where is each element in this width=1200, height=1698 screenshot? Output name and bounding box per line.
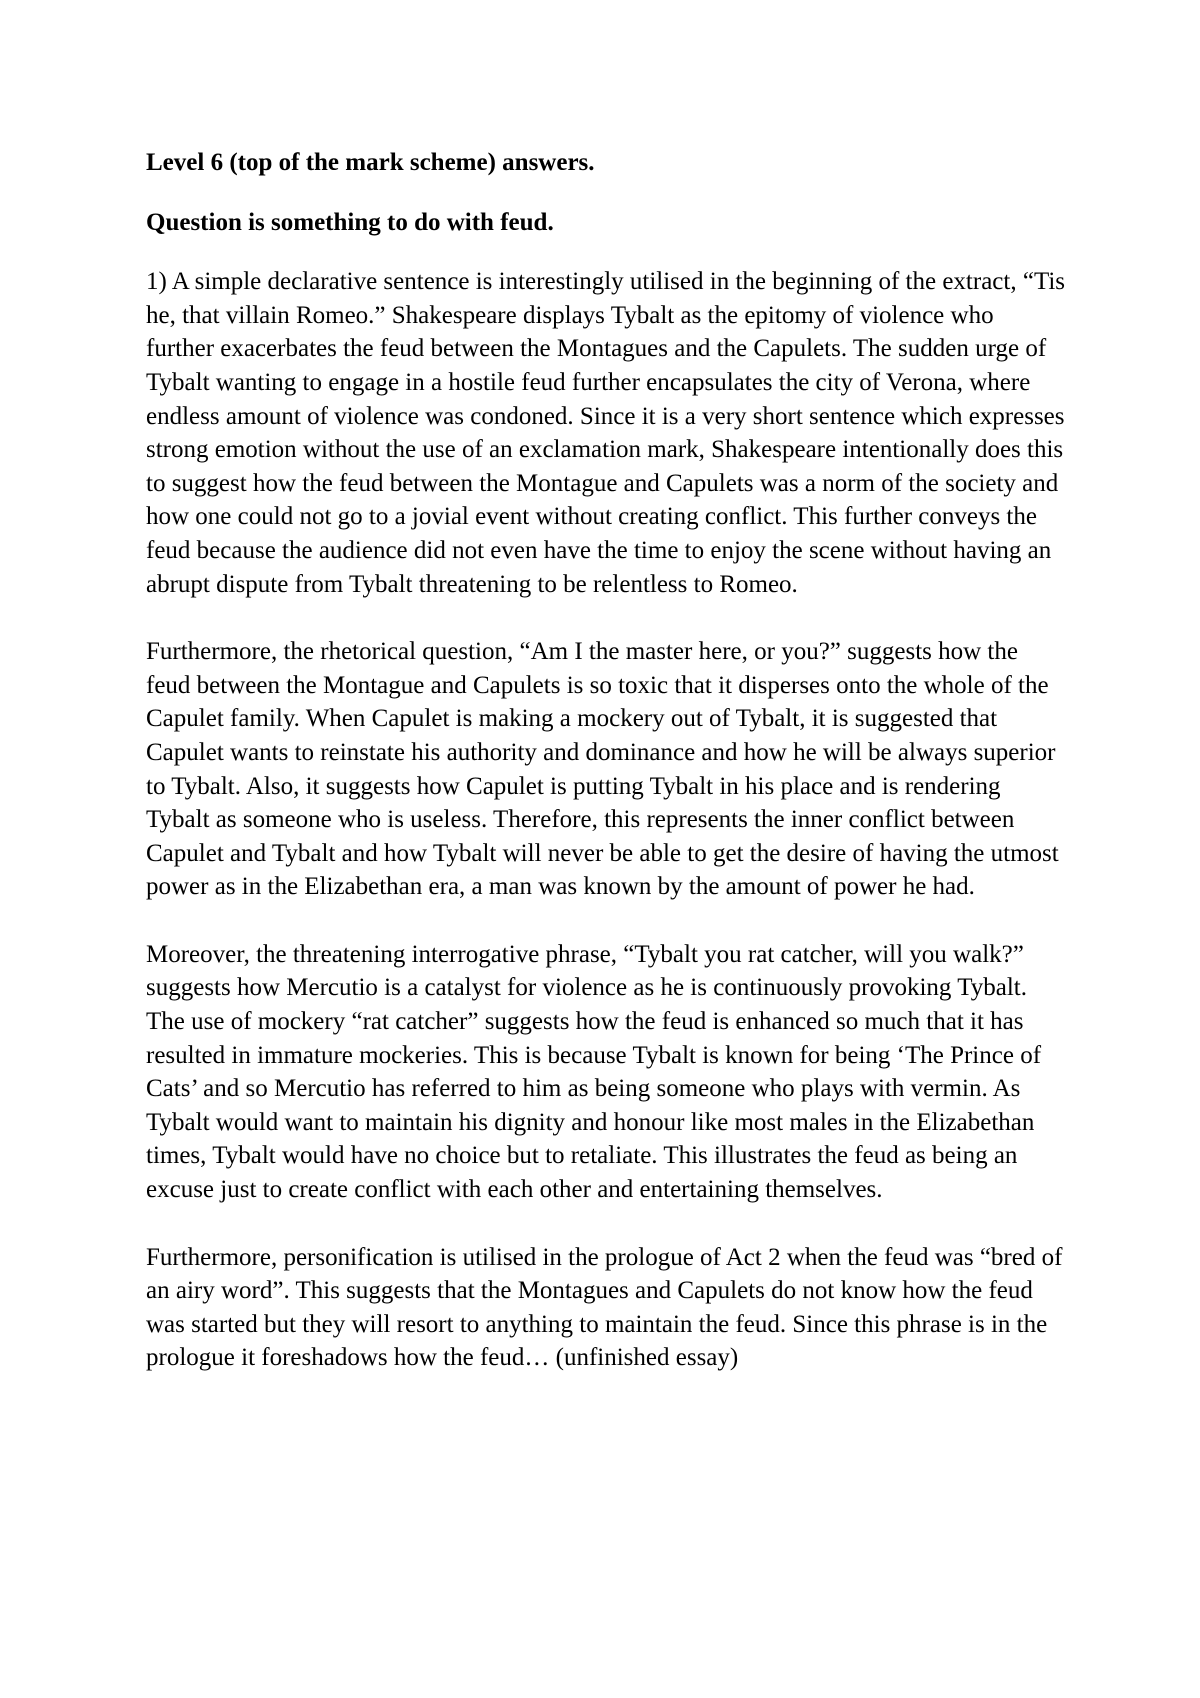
paragraph-1: 1) A simple declarative sentence is interestingly utilised in the beginning of the extract, “Tis he, that villain Romeo.” Shakespeare displays Tybalt as the epitomy of violence who further exacerbates the feud between the Montagues and the Capulets. The sudden urge of Tybalt wanting to engage in a hostile feud further encapsulates the city of Verona, where endless amount of violence was condoned. Since it is a very short sentence which expresses strong emotion without the use of an exclamation mark, Shakespeare intentionally does this to suggest how the feud between the Montague and Capulets was a norm of the society and how one could not go to a jovial event without creating conflict. This further conveys the feud because the audience did not even have the time to enjoy the scene without having an abrupt dispute from Tybalt threatening to be relentless to Romeo. [146, 268, 1066, 598]
paragraph-2: Furthermore, the rhetorical question, “Am I the master here, or you?” suggests how the feud between the Montague and Capulets is so toxic that it disperses onto the whole of the Capulet family. When Capulet is making a mockery out of Tybalt, it is suggested that Capulet wants to reinstate his authority and dominance and how he will be always superior to Tybalt. Also, it suggests how Capulet is putting Tybalt in his place and is rendering Tybalt as someone who is useless. Therefore, this represents the inner conflict between Capulet and Tybalt and how Tybalt will never be able to get the desire of having the utmost power as in the Elizabethan era, a man was known by the amount of power he had. [146, 638, 1059, 901]
paragraph-3: Moreover, the threatening interrogative phrase, “Tybalt you rat catcher, will you walk?” suggests how Mercutio is a catalyst for violence as he is continuously provoking Tybalt. The use of mockery “rat catcher” suggests how the feud is enhanced so much that it has resulted in immature mockeries. This is because Tybalt is known for being ‘The Prince of Cats’ and so Mercutio has referred to him as being someone who plays with vermin. As Tybalt would want to maintain his dignity and honour like most males in the Elizabethan times, Tybalt would have no choice but to retaliate. This illustrates the feud as being an excuse just to create conflict with each other and entertaining themselves. [146, 940, 1042, 1204]
document-body [146, 146, 1066, 1409]
paragraph-4: Furthermore, personification is utilised in the prologue of Act 2 when the feud was “bred of an airy word”. This suggests that the Montagues and Capulets do not know how the feud was started but they will resort to anything to maintain the feud. Since this phrase is in the prologue it foreshadows how the feud… (unfinished essay) [146, 1243, 1063, 1372]
document-title: Level 6 (top of the mark scheme) answers. [146, 149, 595, 176]
question-heading: Question is something to do with feud. [146, 208, 554, 236]
